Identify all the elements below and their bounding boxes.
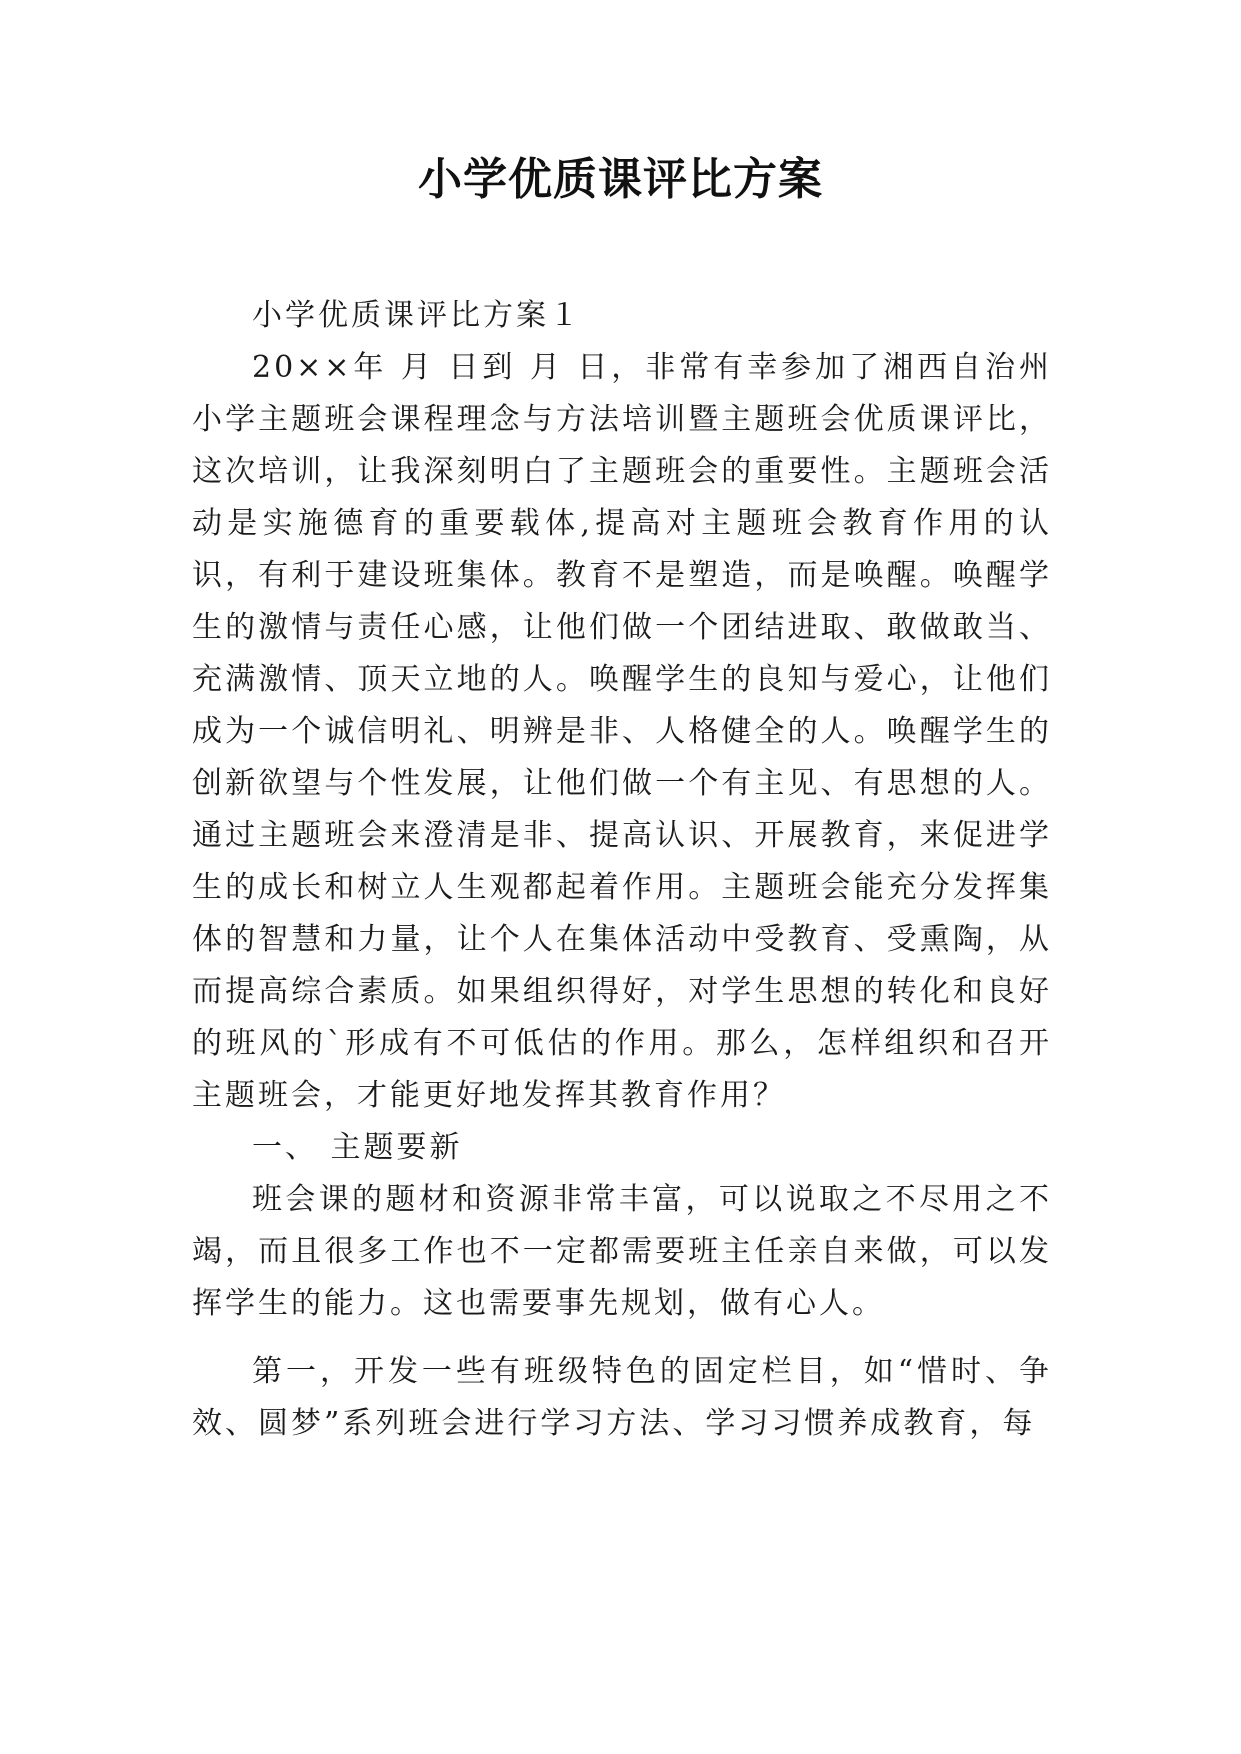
document-title: 小学优质课评比方案 [418, 154, 823, 205]
section-heading: 小学优质课评比方案１ [252, 298, 582, 333]
document-body [192, 290, 1052, 1450]
paragraph: 第一，开发一些有班级特色的固定栏目，如“惜时、争效、圆梦”系列班会进行学习方法、学习习惯养成教育，每 [192, 1354, 1052, 1441]
paragraph: 20××年 月 日到 月 日，非常有幸参加了湘西自治州小学主题班会课程理念与方法培训暨主题班会优质课评比，这次培训，让我深刻明白了主题班会的重要性。主题班会活动是实施德育的重要载体,提高对主题班会教育作用的认识，有利于建设班集体。教育不是塑造，而是唤醒。唤醒学生的激情与责任心感，让他们做一个团结进取、敢做敢当、充满激情、顶天立地的人。唤醒学生的良知与爱心，让他们成为一个诚信明礼、明辨是非、人格健全的人。唤醒学生的创新欲望与个性发展，让他们做一个有主见、有思想的人。通过主题班会来澄清是非、提高认识、开展教育，来促进学生的成长和树立人生观都起着作用。主题班会能充分发挥集体的智慧和力量，让个人在集体活动中受教育、受熏陶，从而提高综合素质。如果组织得好，对学生思想的转化和良好的班风的`形成有不可低估的作用。那么，怎样组织和召开主题班会，才能更好地发挥其教育作用？ [192, 350, 1052, 1113]
paragraph: 班会课的题材和资源非常丰富，可以说取之不尽用之不竭，而且很多工作也不一定都需要班主任亲自来做，可以发挥学生的能力。这也需要事先规划，做有心人。 [192, 1182, 1052, 1321]
subsection-heading: 一、 主题要新 [252, 1130, 463, 1165]
